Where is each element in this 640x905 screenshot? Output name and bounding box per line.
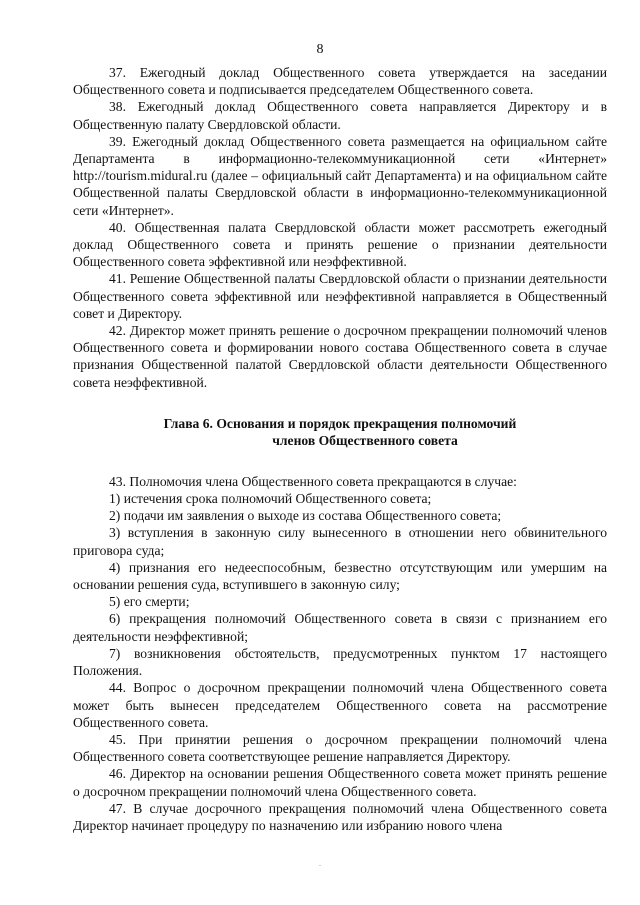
list-item-7: 7) возникновения обстоятельств, предусмотренных пунктом 17 настоящего Положения. [73, 645, 607, 679]
list-item-5: 5) его смерти; [109, 594, 190, 610]
chapter-heading-line1: Глава 6. Основания и порядок прекращения полномочий [163, 415, 517, 431]
footer-mark: . [319, 859, 321, 868]
paragraph-43: 43. Полномочия члена Общественного совета прекращаются в случае: [109, 473, 517, 489]
document-body [73, 64, 607, 834]
paragraph-41: 41. Решение Общественной палаты Свердловской области о признании деятельности Общественного совета эффективной или неэффективной направляется в Общественный совет и Директору. [73, 271, 607, 321]
list-item-6: 6) прекращения полномочий Общественного совета в связи с признанием его деятельности неэффективной; [73, 611, 607, 644]
paragraph-46: 46. Директор на основании решения Общественного совета может принять решение о досрочном прекращении полномочий члена Общественного совета. [73, 766, 607, 799]
chapter-heading-line2: членов Общественного совета [272, 433, 458, 449]
paragraph-47: 47. В случае досрочного прекращения полномочий члена Общественного совета Директор начинает процедуру по назначению или избранию нового члена [73, 800, 607, 833]
paragraph-39: 39. Ежегодный доклад Общественного совета размещается на официальном сайте Департамента в информационно-телекоммуникационной сети «Интернет» http://tourism.midural.ru (далее – официальный сайт Департамента) и на официальном сайте Общественной палаты Свердловской области в информационно-телекоммуникационной сети «Интернет». [73, 133, 607, 218]
chapter-heading [73, 415, 607, 450]
paragraph-44: 44. Вопрос о досрочном прекращении полномочий члена Общественного совета может быть вынесен председателем Общественного совета на рассмотрение Общественного совета. [73, 680, 607, 730]
paragraph-42: 42. Директор может принять решение о досрочном прекращении полномочий членов Общественного совета и формировании нового состава Общественного совета в случае признания Общественной палатой Свердловской области деятельности Общественного совета неэффективной. [73, 323, 607, 390]
page-number: 8 [316, 42, 324, 57]
paragraph-40: 40. Общественная палата Свердловской области может рассмотреть ежегодный доклад Общественного совета и принять решение о признании деятельности Общественного совета эффективной или неэффективной. [73, 219, 607, 270]
list-item-4: 4) признания его недееспособным, безвестно отсутствующим или умершим на основании решения суда, вступившего в законную силу; [73, 559, 607, 593]
list-item-2: 2) подачи им заявления о выходе из состава Общественного совета; [109, 508, 502, 524]
paragraph-37: 37. Ежегодный доклад Общественного совета утверждается на заседании Общественного совета и подписывается председателем Общественного совета. [73, 65, 607, 98]
paragraph-45: 45. При принятии решения о досрочном прекращении полномочий члена Общественного совета соответствующее решение направляется Директору. [73, 731, 607, 765]
list-item-1: 1) истечения срока полномочий Общественного совета; [109, 491, 432, 507]
paragraph-38: 38. Ежегодный доклад Общественного совета направляется Директору и в Общественную палату Свердловской области. [73, 99, 607, 132]
list-item-3: 3) вступления в законную силу вынесенного в отношении него обвинительного приговора суда; [73, 525, 607, 558]
